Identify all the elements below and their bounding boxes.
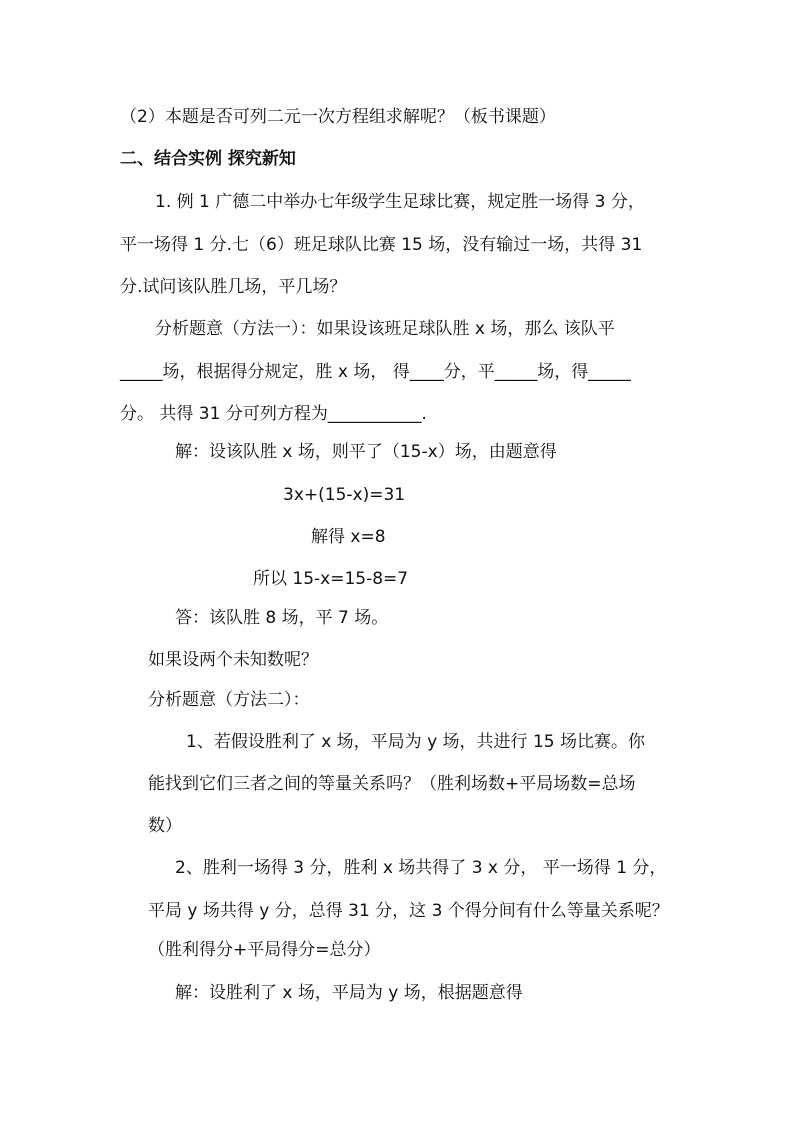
example-line-2: 平一场得 1 分.七（6）班足球队比赛 15 场，没有输过一场，共得 31 (120, 235, 643, 255)
step-2-line-1: 2、胜利一场得 3 分，胜利 x 场共得了 3 x 分， 平一场得 1 分， (175, 858, 667, 878)
step-2-line-2: 平局 y 场共得 y 分，总得 31 分，这 3 个得分间有什么等量关系呢？ (148, 901, 669, 921)
analysis-method-1-line-3: 分。 共得 31 分可列方程为___________. (120, 404, 427, 424)
subquestion-2: （2）本题是否可列二元一次方程组求解呢？（板书课题） (120, 107, 556, 127)
example-line-1: 1. 例 1 广德二中举办七年级学生足球比赛，规定胜一场得 3 分， (155, 192, 645, 212)
step-1-line-2: 能找到它们三者之间的等量关系吗？（胜利场数+平局场数=总场 (148, 774, 636, 794)
equation: 3x+(15-x)=31 (283, 485, 406, 505)
equation-result: 解得 x=8 (311, 527, 386, 547)
question-two-unknowns: 如果设两个未知数呢？ (148, 650, 318, 670)
equation-result-2: 所以 15-x=15-8=7 (253, 569, 409, 589)
example-line-3: 分.试问该队胜几场，平几场？ (120, 277, 347, 297)
answer-line: 答：该队胜 8 场，平 7 场。 (175, 608, 389, 628)
analysis-method-1-line-1: 分析题意（方法一）：如果设该班足球队胜 x 场，那么 该队平 (155, 319, 615, 339)
step-2-line-3: （胜利得分+平局得分=总分） (148, 940, 381, 960)
section-heading: 二、结合实例 探究新知 (120, 149, 296, 169)
analysis-method-1-line-2: _____场，根据得分规定，胜 x 场， 得____分，平_____场，得_____ (120, 362, 631, 382)
step-1-line-3: 数） (148, 816, 182, 836)
solution-line-1: 解：设该队胜 x 场，则平了（15-x）场，由题意得 (175, 442, 557, 462)
solution-method-2-line: 解：设胜利了 x 场，平局为 y 场，根据题意得 (175, 983, 523, 1003)
step-1-line-1: 1、若假设胜利了 x 场，平局为 y 场，共进行 15 场比赛。你 (186, 732, 645, 752)
analysis-method-2-heading: 分析题意（方法二）： (148, 690, 310, 710)
